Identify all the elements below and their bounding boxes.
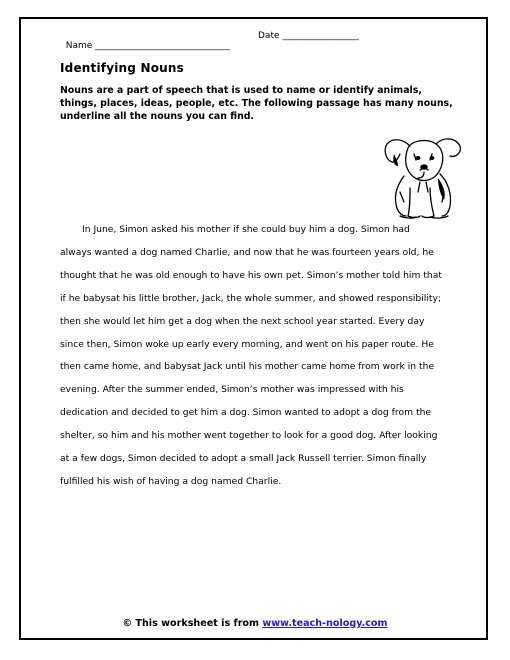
instructions: Nouns are a part of speech that is used to name or identify animals, things, places, ideas, people, etc. The following passage has many nouns, underline all the nouns you can find. [60,85,453,122]
passage-line: shelter, so him and his mother went together to look for a good dog. After looking [60,430,438,442]
dog-illustration [380,132,464,222]
passage-line: always wanted a dog named Charlie, and now that he was fourteen years old, he [60,246,434,258]
passage-line: since then, Simon woke up early every morning, and went on his paper route. He [60,338,434,350]
page-title: Identifying Nouns [60,61,184,75]
passage-line: if he babysat his little brother, Jack, the whole summer, and showed responsibility; [60,292,442,304]
passage-line: evening. After the summer ended, Simon’s mother was impressed with his [60,384,404,396]
footer-text: © This worksheet is from [122,618,263,629]
footer-link[interactable]: www.teach-nology.com [262,618,388,629]
name-field[interactable]: Name ______________________________ [65,41,231,51]
date-field[interactable]: Date _________________ [258,31,359,41]
passage-line: dedication and decided to get him a dog. Simon wanted to adopt a dog from the [60,407,432,419]
passage-line: at a few dogs, Simon decided to adopt a small Jack Russell terrier. Simon finally [60,453,427,465]
passage-line: In June, Simon asked his mother if she could buy him a dog. Simon had [82,224,410,235]
passage-line: fulfilled his wish of having a dog named Charlie. [60,475,282,487]
passage-line: thought that he was old enough to have his own pet. Simon’s mother told him that [60,269,442,281]
passage-line: then she would let him get a dog when the next school year started. Every day [60,315,425,327]
footer-credit [0,618,510,629]
header-line [60,31,359,61]
story-passage [60,219,455,494]
passage-line: then came home, and babysat Jack until his mother came home from work in the [60,361,435,373]
